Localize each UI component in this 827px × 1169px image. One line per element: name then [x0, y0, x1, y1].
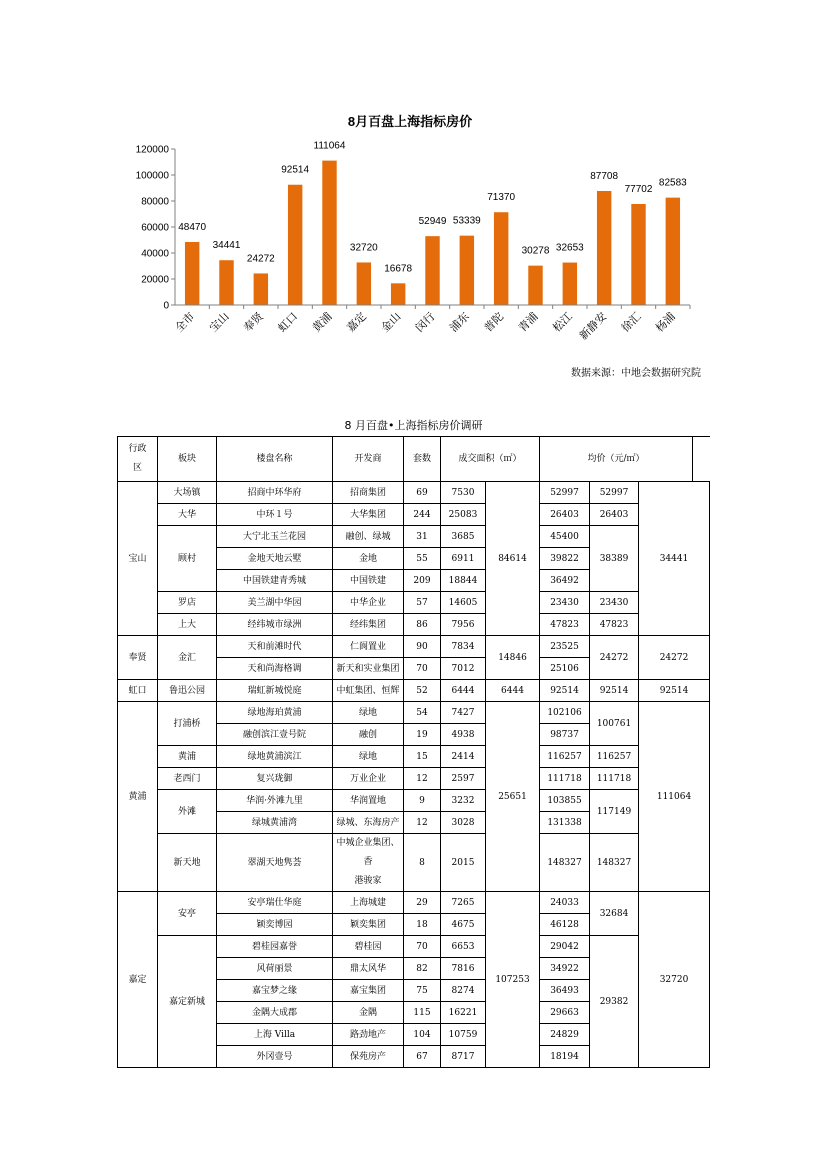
cell-units: 86 [404, 614, 441, 636]
cell-units: 209 [404, 570, 441, 592]
bar-value-label: 24272 [246, 253, 275, 265]
cell-price: 29663 [540, 1002, 590, 1024]
y-tick-label: 120000 [135, 144, 169, 156]
bar-value-label: 52949 [418, 216, 447, 228]
bar [528, 266, 542, 305]
cell-block: 外滩 [158, 790, 217, 834]
bar-value-label: 82583 [658, 177, 687, 189]
cell-block: 上大 [158, 614, 217, 636]
y-tick-label: 40000 [141, 248, 169, 260]
cell-block-price: 116257 [590, 746, 639, 768]
x-tick-label: 青浦 [515, 309, 541, 335]
cell-district-area: 84614 [486, 482, 540, 636]
cell-area: 6653 [441, 936, 486, 958]
chart-title: 8月百盘上海指标房价 [347, 114, 473, 129]
cell-block: 嘉定新城 [158, 936, 217, 1068]
cell-area: 4675 [441, 914, 486, 936]
cell-project: 天和尚海格调 [217, 658, 333, 680]
bar [357, 262, 371, 305]
table-row [118, 834, 710, 892]
cell-units: 12 [404, 812, 441, 834]
cell-district: 嘉定 [118, 892, 158, 1068]
cell-developer: 路劲地产 [333, 1024, 404, 1046]
cell-units: 19 [404, 724, 441, 746]
cell-developer: 大华集团 [333, 504, 404, 526]
x-tick-label: 普陀 [481, 309, 507, 335]
cell-district-price: 24272 [639, 636, 710, 680]
bar-value-label: 77702 [624, 183, 653, 195]
cell-price: 45400 [540, 526, 590, 548]
cell-developer: 中华企业 [333, 592, 404, 614]
cell-units: 115 [404, 1002, 441, 1024]
cell-area: 2414 [441, 746, 486, 768]
cell-price: 18194 [540, 1046, 590, 1068]
cell-project: 中国铁建青秀城 [217, 570, 333, 592]
cell-project: 碧桂园嘉誉 [217, 936, 333, 958]
cell-area: 7530 [441, 482, 486, 504]
cell-developer: 绿地 [333, 702, 404, 724]
cell-units: 29 [404, 892, 441, 914]
table-title: 8 月百盘•上海指标房价调研 [344, 419, 483, 432]
cell-project: 上海 Villa [217, 1024, 333, 1046]
cell-developer: 中国铁建 [333, 570, 404, 592]
cell-block-price: 26403 [590, 504, 639, 526]
cell-area: 14605 [441, 592, 486, 614]
cell-block-price: 38389 [590, 526, 639, 592]
cell-price: 47823 [540, 614, 590, 636]
cell-units: 8 [404, 834, 441, 892]
cell-developer: 金隅 [333, 1002, 404, 1024]
bar-value-label: 32653 [555, 242, 584, 254]
cell-price: 23430 [540, 592, 590, 614]
cell-district-price: 32720 [639, 892, 710, 1068]
x-axis [172, 305, 690, 342]
bar-value-label: 87708 [590, 170, 619, 182]
y-tick-label: 80000 [141, 196, 169, 208]
cell-units: 55 [404, 548, 441, 570]
cell-price: 24829 [540, 1024, 590, 1046]
cell-price: 25106 [540, 658, 590, 680]
cell-area: 8717 [441, 1046, 486, 1068]
cell-district-area: 107253 [486, 892, 540, 1068]
x-tick-label: 闵行 [412, 309, 438, 335]
cell-block: 大场镇 [158, 482, 217, 504]
price-bar-chart [130, 105, 700, 345]
header-block: 板块 [158, 437, 217, 482]
bar [185, 242, 199, 305]
cell-area: 2015 [441, 834, 486, 892]
cell-units: 12 [404, 768, 441, 790]
cell-block: 鲁迅公园 [158, 680, 217, 702]
cell-developer: 华润置地 [333, 790, 404, 812]
cell-units: 31 [404, 526, 441, 548]
cell-area: 3028 [441, 812, 486, 834]
bar [425, 236, 439, 305]
cell-developer: 中虹集团、恒辉 [333, 680, 404, 702]
bar-value-label: 53339 [452, 215, 481, 227]
cell-area: 7956 [441, 614, 486, 636]
cell-developer: 绿城、东海房产 [333, 812, 404, 834]
bar-value-label: 92514 [281, 164, 310, 176]
cell-units: 52 [404, 680, 441, 702]
cell-price: 103855 [540, 790, 590, 812]
table-row [118, 592, 710, 614]
cell-price: 116257 [540, 746, 590, 768]
y-tick-label: 100000 [135, 170, 169, 182]
bar [494, 212, 508, 305]
cell-area: 8274 [441, 980, 486, 1002]
bar-value-label: 34441 [212, 240, 241, 252]
table-row [118, 504, 710, 526]
table-row [118, 746, 710, 768]
cell-block: 老西门 [158, 768, 217, 790]
cell-project: 嘉宝梦之缘 [217, 980, 333, 1002]
cell-developer: 颖奕集团 [333, 914, 404, 936]
x-tick-label: 金山 [378, 309, 404, 335]
cell-area: 4938 [441, 724, 486, 746]
bar [563, 263, 577, 305]
cell-developer: 万业企业 [333, 768, 404, 790]
table-row [118, 482, 710, 504]
cell-units: 57 [404, 592, 441, 614]
bar [322, 161, 336, 305]
cell-units: 70 [404, 936, 441, 958]
cell-project: 美兰湖中华园 [217, 592, 333, 614]
bar [460, 236, 474, 305]
cell-district: 奉贤 [118, 636, 158, 680]
cell-price: 23525 [540, 636, 590, 658]
cell-project: 绿地黄浦滨江 [217, 746, 333, 768]
bar-value-label: 48470 [178, 221, 207, 233]
cell-area: 7816 [441, 958, 486, 980]
header-row [118, 437, 710, 482]
cell-district-price: 34441 [639, 482, 710, 636]
cell-project: 天和前滩时代 [217, 636, 333, 658]
cell-price: 24033 [540, 892, 590, 914]
cell-area: 25083 [441, 504, 486, 526]
cell-district: 黄浦 [118, 702, 158, 892]
table-row [118, 614, 710, 636]
cell-project: 中环１号 [217, 504, 333, 526]
cell-block: 顾村 [158, 526, 217, 592]
bars [178, 141, 687, 305]
cell-area: 7012 [441, 658, 486, 680]
table-row [118, 702, 710, 724]
cell-block-price: 23430 [590, 592, 639, 614]
cell-area: 7265 [441, 892, 486, 914]
cell-price: 92514 [540, 680, 590, 702]
cell-developer: 经纬集团 [333, 614, 404, 636]
cell-project: 金地天地云墅 [217, 548, 333, 570]
cell-units: 18 [404, 914, 441, 936]
cell-developer: 中城企业集团、香 港骏家 [333, 834, 404, 892]
cell-price: 98737 [540, 724, 590, 746]
x-tick-label: 新静安 [576, 309, 610, 343]
cell-units: 104 [404, 1024, 441, 1046]
cell-price: 111718 [540, 768, 590, 790]
cell-area: 7834 [441, 636, 486, 658]
cell-developer: 金地 [333, 548, 404, 570]
cell-developer: 保苑房产 [333, 1046, 404, 1068]
cell-district-area: 6444 [486, 680, 540, 702]
cell-area: 2597 [441, 768, 486, 790]
cell-area: 7427 [441, 702, 486, 724]
cell-units: 69 [404, 482, 441, 504]
cell-price: 36492 [540, 570, 590, 592]
cell-developer: 招商集团 [333, 482, 404, 504]
header-price: 均价（元/㎡） [540, 437, 693, 482]
cell-block: 大华 [158, 504, 217, 526]
bar-value-label: 16678 [384, 263, 413, 275]
cell-project: 绿地海珀黄浦 [217, 702, 333, 724]
cell-project: 绿城黄浦湾 [217, 812, 333, 834]
table-row [118, 892, 710, 914]
header-units: 套数 [404, 437, 441, 482]
bar-value-label: 32720 [349, 242, 378, 254]
y-tick-label: 20000 [141, 274, 169, 286]
cell-project: 安亭瑞仕华庭 [217, 892, 333, 914]
cell-project: 复兴珑御 [217, 768, 333, 790]
cell-project: 瑞虹新城悦庭 [217, 680, 333, 702]
cell-district-price: 92514 [639, 680, 710, 702]
header-project: 楼盘名称 [217, 437, 333, 482]
cell-units: 90 [404, 636, 441, 658]
bar-value-label: 30278 [521, 245, 550, 257]
cell-project: 金隅大成郡 [217, 1002, 333, 1024]
x-tick-label: 杨浦 [653, 309, 678, 335]
cell-price: 26403 [540, 504, 590, 526]
y-tick-label: 0 [163, 300, 169, 312]
cell-price: 36493 [540, 980, 590, 1002]
cell-price: 39822 [540, 548, 590, 570]
cell-project: 招商中环华府 [217, 482, 333, 504]
cell-units: 75 [404, 980, 441, 1002]
cell-developer: 仁阆置业 [333, 636, 404, 658]
x-tick-label: 全市 [172, 309, 198, 335]
table-row [118, 936, 710, 958]
cell-developer: 碧桂园 [333, 936, 404, 958]
cell-price: 148327 [540, 834, 590, 892]
cell-units: 15 [404, 746, 441, 768]
cell-units: 9 [404, 790, 441, 812]
cell-units: 244 [404, 504, 441, 526]
cell-project: 大宁北玉兰花园 [217, 526, 333, 548]
cell-block: 打浦桥 [158, 702, 217, 746]
y-tick-label: 60000 [141, 222, 169, 234]
x-tick-label: 宝山 [206, 309, 232, 335]
header-spacer [693, 437, 710, 482]
x-tick-label: 嘉定 [344, 309, 369, 335]
cell-block-price: 47823 [590, 614, 639, 636]
y-axis [136, 145, 175, 312]
cell-units: 82 [404, 958, 441, 980]
cell-block-price: 100761 [590, 702, 639, 746]
cell-district-price: 111064 [639, 702, 710, 892]
cell-price: 29042 [540, 936, 590, 958]
cell-block-price: 24272 [590, 636, 639, 680]
cell-block-price: 32684 [590, 892, 639, 936]
cell-price: 131338 [540, 812, 590, 834]
cell-block: 新天地 [158, 834, 217, 892]
cell-area: 6911 [441, 548, 486, 570]
cell-developer: 绿地 [333, 746, 404, 768]
cell-district-area: 25651 [486, 702, 540, 892]
x-tick-label: 黄浦 [309, 309, 335, 335]
cell-project: 颖奕博园 [217, 914, 333, 936]
cell-units: 54 [404, 702, 441, 724]
x-tick-label: 松江 [550, 309, 575, 335]
cell-area: 10759 [441, 1024, 486, 1046]
price-table [117, 436, 710, 1068]
cell-price: 46128 [540, 914, 590, 936]
cell-price: 52997 [540, 482, 590, 504]
cell-block: 金汇 [158, 636, 217, 680]
cell-block: 黄浦 [158, 746, 217, 768]
header-district: 行政 区 [118, 437, 158, 482]
bar [666, 198, 680, 305]
cell-units: 67 [404, 1046, 441, 1068]
cell-block: 安亭 [158, 892, 217, 936]
bar-value-label: 71370 [487, 192, 516, 204]
header-area: 成交面积（㎡） [441, 437, 540, 482]
table-row [118, 526, 710, 548]
cell-area: 6444 [441, 680, 486, 702]
cell-block: 罗店 [158, 592, 217, 614]
cell-project: 翠湖天地隽荟 [217, 834, 333, 892]
cell-area: 16221 [441, 1002, 486, 1024]
cell-developer: 融创 [333, 724, 404, 746]
x-tick-label: 徐汇 [618, 309, 644, 335]
cell-district: 虹口 [118, 680, 158, 702]
cell-units: 70 [404, 658, 441, 680]
bar [597, 191, 611, 305]
cell-district: 宝山 [118, 482, 158, 636]
bar [219, 260, 233, 305]
cell-project: 融创滨江壹号院 [217, 724, 333, 746]
cell-block-price: 29382 [590, 936, 639, 1068]
cell-developer: 上海城建 [333, 892, 404, 914]
cell-block-price: 52997 [590, 482, 639, 504]
x-tick-label: 奉贤 [241, 309, 266, 335]
cell-block-price: 111718 [590, 768, 639, 790]
bar [254, 273, 268, 305]
cell-developer: 融创、绿城 [333, 526, 404, 548]
table-row [118, 636, 710, 658]
cell-area: 18844 [441, 570, 486, 592]
cell-developer: 嘉宝集团 [333, 980, 404, 1002]
cell-block-price: 148327 [590, 834, 639, 892]
cell-price: 102106 [540, 702, 590, 724]
cell-project: 外冈壹号 [217, 1046, 333, 1068]
cell-price: 34922 [540, 958, 590, 980]
bar [631, 204, 645, 305]
cell-district-area: 14846 [486, 636, 540, 680]
x-tick-label: 虹口 [275, 309, 301, 335]
cell-area: 3232 [441, 790, 486, 812]
cell-area: 3685 [441, 526, 486, 548]
cell-project: 经纬城市绿洲 [217, 614, 333, 636]
cell-block-price: 117149 [590, 790, 639, 834]
bar [288, 185, 302, 305]
cell-project: 华润·外滩九里 [217, 790, 333, 812]
data-source-note: 数据来源：中地会数据研究院 [571, 368, 701, 379]
header-developer: 开发商 [333, 437, 404, 482]
table-row [118, 790, 710, 812]
bar-value-label: 111064 [313, 140, 346, 152]
cell-project: 风荷丽景 [217, 958, 333, 980]
cell-developer: 新天和实业集团 [333, 658, 404, 680]
table-row [118, 768, 710, 790]
cell-developer: 鼎太风华 [333, 958, 404, 980]
table-row [118, 680, 710, 702]
bar [391, 283, 405, 305]
cell-block-price: 92514 [590, 680, 639, 702]
x-tick-label: 浦东 [447, 309, 472, 335]
